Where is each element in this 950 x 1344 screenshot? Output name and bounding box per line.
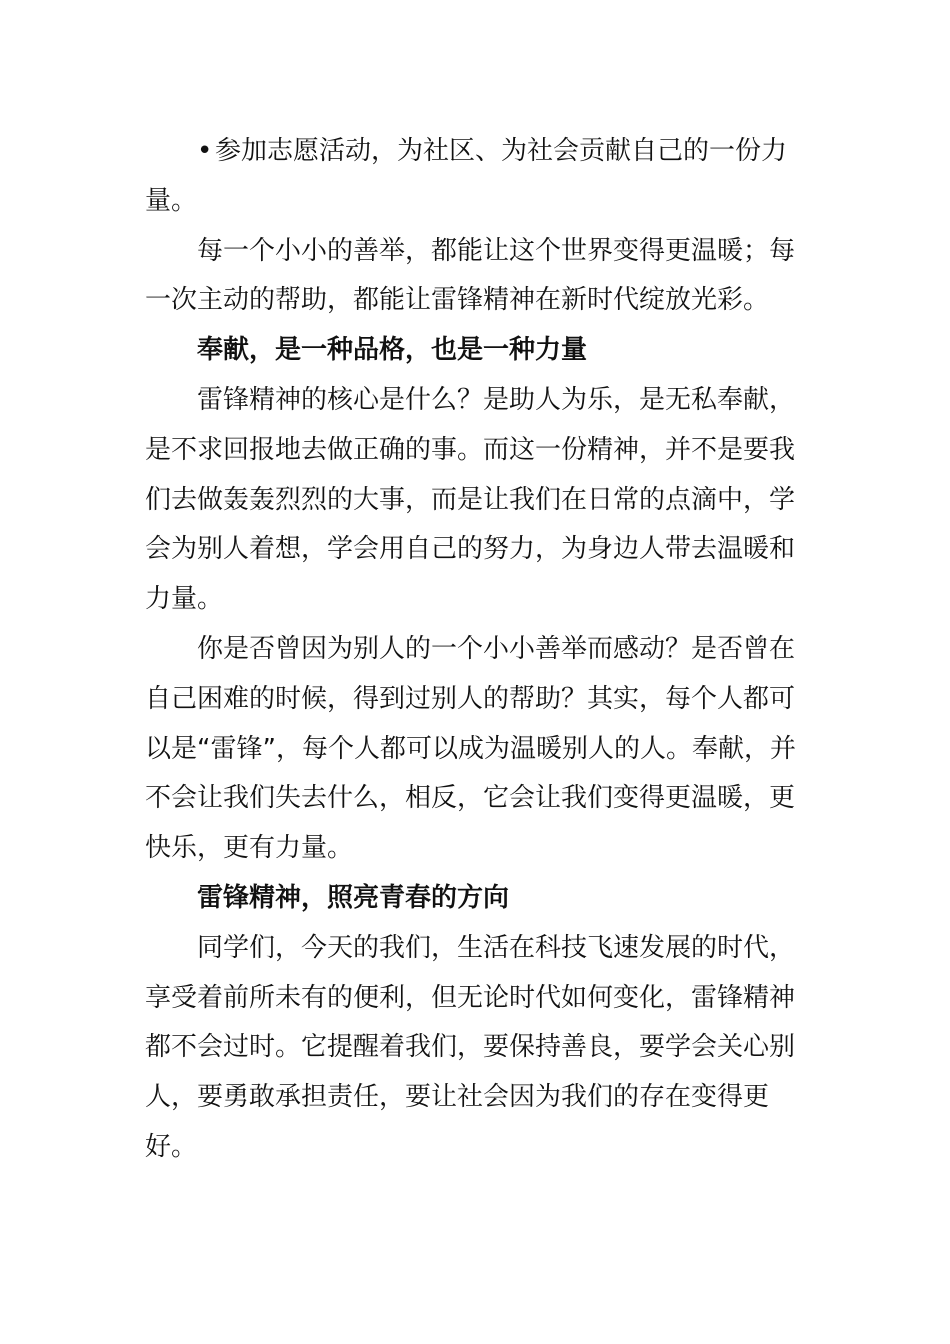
bullet-item-text: 参加志愿活动，为社区、为社会贡献自己的一份力量。	[145, 136, 788, 216]
bullet-list-item	[145, 127, 810, 227]
section-heading-dedication: 奉献，是一种品格，也是一种力量	[197, 335, 588, 366]
paragraph-kindness: 每一个小小的善举，都能让这个世界变得更温暖；每一次主动的帮助，都能让雷锋精神在新时代绽放光彩。	[145, 235, 796, 316]
paragraph-everyone-leifeng: 你是否曾因为别人的一个小小善举而感动？是否曾在自己困难的时候，得到过别人的帮助？其实，每个人都可以是“雷锋”，每个人都可以成为温暖别人的人。奉献，并不会让我们失去什么，相反，它会让我们变得更温暖，更快乐，更有力量。	[145, 633, 796, 864]
paragraph-core-spirit: 雷锋精神的核心是什么？是助人为乐，是无私奉献，是不求回报地去做正确的事。而这一份精神，并不是要我们去做轰轰烈烈的大事，而是让我们在日常的点滴中，学会为别人着想，学会用自己的努力，为身边人带去温暖和力量。	[145, 384, 796, 615]
document-body	[145, 127, 810, 1173]
bullet-icon: •	[197, 136, 213, 166]
section-heading-youth: 雷锋精神，照亮青春的方向	[197, 882, 510, 913]
paragraph-classmates: 同学们，今天的我们，生活在科技飞速发展的时代，享受着前所未有的便利，但无论时代如何变化，雷锋精神都不会过时。它提醒着我们，要保持善良，要学会关心别人，要勇敢承担责任，要让社会因为我们的存在变得更好。	[145, 932, 796, 1162]
